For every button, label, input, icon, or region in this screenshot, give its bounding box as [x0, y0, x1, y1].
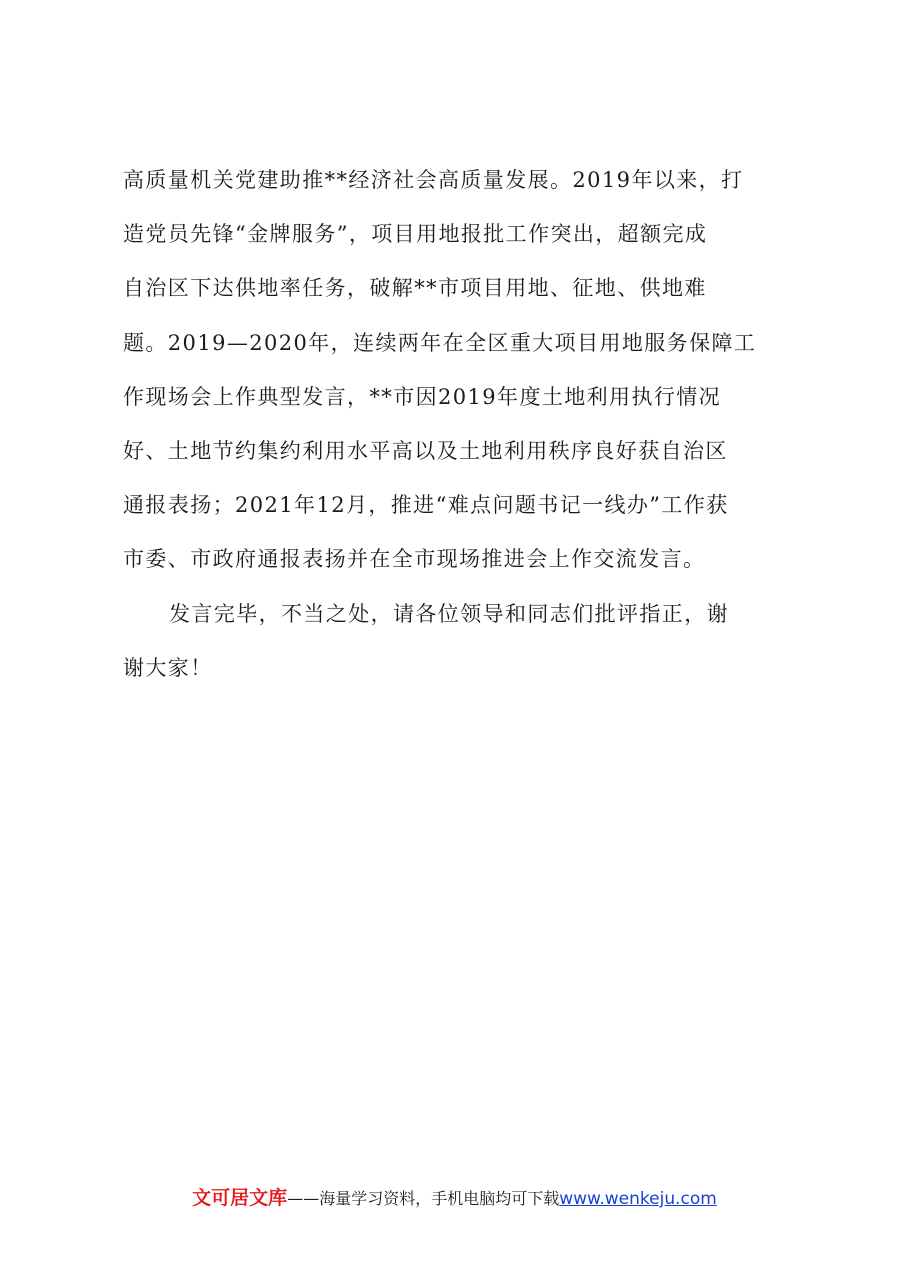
closing-paragraph-line: 谢大家！: [123, 655, 213, 680]
text-line: 市委、市政府通报表扬并在全市现场推进会上作交流发言。: [123, 547, 706, 572]
footer-tagline: ——海量学习资料，手机电脑均可下载: [287, 1189, 560, 1208]
text-line: 通报表扬；2021年12月，推进“难点问题书记一线办”工作获: [123, 493, 729, 518]
text-line: 作现场会上作典型发言，**市因2019年度土地利用执行情况: [123, 384, 722, 409]
text-line: 题。2019—2020年，连续两年在全区重大项目用地服务保障工: [123, 330, 757, 355]
document-body: [123, 160, 803, 702]
text-line: 自治区下达供地率任务，破解**市项目用地、征地、供地难: [123, 276, 707, 301]
footer-url-link[interactable]: www.wenkeju.com: [559, 1189, 717, 1209]
text-line: 好、土地节约集约利用水平高以及土地利用秩序良好获自治区: [123, 438, 728, 463]
text-line: 高质量机关党建助推**经济社会高质量发展。2019年以来，打: [123, 168, 744, 192]
text-line: 造党员先锋“金牌服务”，项目用地报批工作突出，超额完成: [123, 222, 708, 247]
footer-brand: 文可居文库: [192, 1187, 288, 1209]
footer-banner: [0, 1183, 909, 1210]
closing-paragraph-line: 发言完毕，不当之处，请各位领导和同志们批评指正，谢: [169, 601, 729, 626]
